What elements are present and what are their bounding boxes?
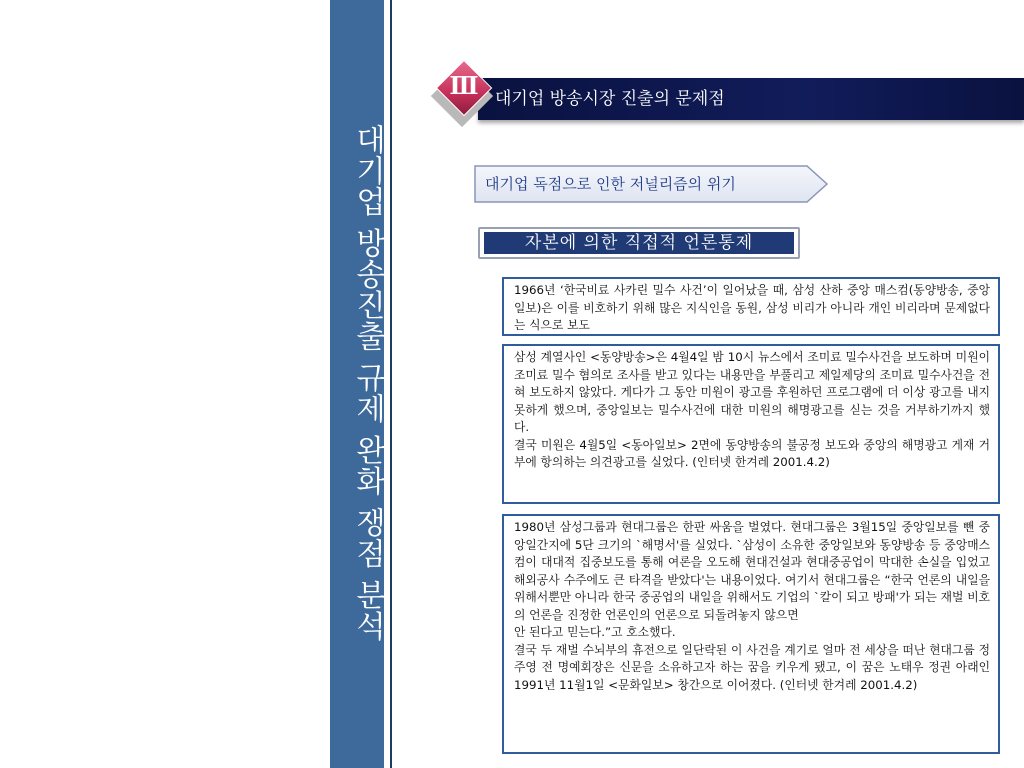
text-box-2-paragraph: 삼성 계열사인 <동양방송>은 4월4일 밤 10시 뉴스에서 조미료 밀수사건을 보도하며 미원이 조미료 밀수 혐의로 조사를 받고 있다는 내용만을 부풀리고 제일제당의 조미료 밀수사건을 전혀 보도하지 않았다. 게다가 그 동안 미원이 광고를 후원하던 프로그램에 더 이상 광고를 내지 못하게 했으며, 중앙일보는 밀수사건에 대한 미원의 해명광고를 싣는 것을 거부하기까지 했다. (514, 350, 990, 434)
text-box-3-paragraph: 안 된다고 믿는다.”고 호소했다. (514, 625, 676, 639)
text-box-3 (502, 514, 1000, 754)
text-box-1 (502, 277, 1000, 336)
page-title: 대기업 방송시장 진출의 문제점 (495, 89, 725, 109)
subtitle: 자본에 의한 직접적 언론통제 (484, 232, 794, 254)
topic-arrow-label (473, 163, 831, 205)
subtitle-box (478, 227, 800, 259)
text-box-1-paragraph: 1966년 ‘한국비료 사카린 밀수 사건’이 일어났을 때, 삼성 산하 중앙 매스컴(동양방송, 중앙일보)은 이를 비호하기 위해 많은 지식인을 동원, 삼성 비리가 아니라 개인 비리라며 문제없다는 식으로 보도 (514, 283, 990, 332)
text-box-2-paragraph: 결국 미원은 4월5일 <동아일보> 2면에 동양방송의 불공정 보도와 중앙의 해명광고 게재 거부에 항의하는 의견광고를 실었다. (인터넷 한겨레 2001.4.2) (514, 437, 990, 469)
topic-label: 대기업 독점으로 인한 저널리즘의 위기 (485, 175, 736, 193)
text-box-3-paragraph: 결국 두 재벌 수뇌부의 휴전으로 일단락된 이 사건을 계기로 얼마 전 세상을 떠난 현대그룹 정주영 전 명예회장은 신문을 소유하고자 하는 꿈을 키우게 됐고, 이 꿈은 노태우 정권 아래인 1991년 11월1일 <문화일보> 창간으로 이어졌다. (인터넷 한겨레 2001.4.2) (514, 642, 990, 692)
text-box-2 (502, 344, 1000, 504)
section-numeral: Ⅲ (449, 71, 479, 100)
sidebar-divider (390, 0, 392, 768)
text-box-3-paragraph: 1980년 삼성그룹과 현대그룹은 한판 싸움을 벌였다. 현대그룹은 3월15일 중앙일보를 뺀 중앙일간지에 5단 크기의 `해명서'를 실었다. `삼성이 소유한 중앙일보와 동양방송 등 중앙매스컴이 대대적 집중보도를 통해 여론을 오도해 현대건설과 현대중공업이 막대한 손실을 입었고 해외공사 수주에도 큰 타격을 받았다'는 내용이었다. 여기서 현대그룹은 “한국 언론의 내일을 위해서뿐만 아니라 한국 중공업의 내일을 위해서도 기업의 `칼이 되고 방패'가 되는 재벌 비호의 언론을 진정한 언론인의 언론으로 되돌려놓지 않으면 (514, 520, 990, 622)
sidebar-title: 대기업 방송진출 규제 완화 쟁점 분석 (350, 124, 385, 642)
